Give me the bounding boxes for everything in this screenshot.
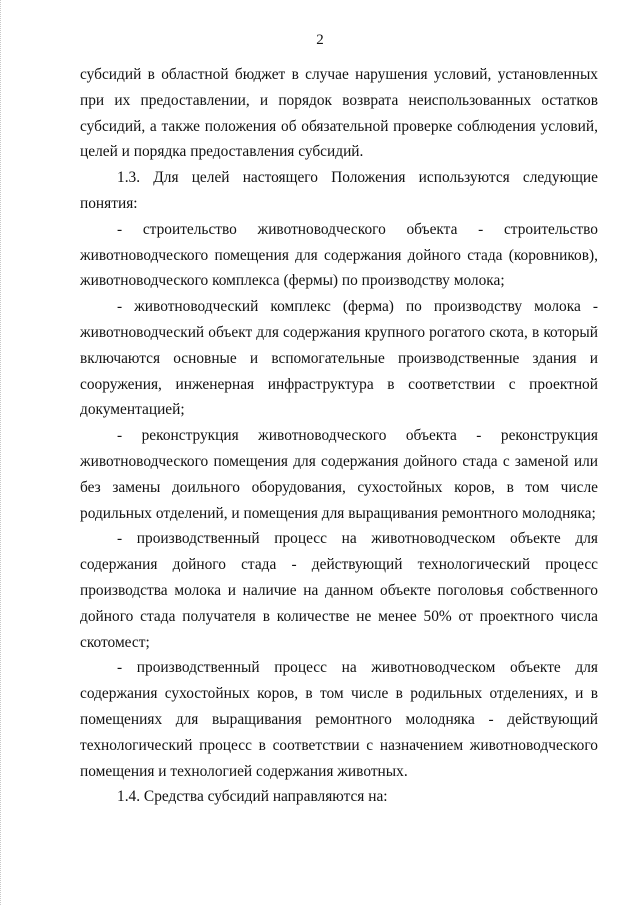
paragraph-1-3: 1.3. Для целей настоящего Положения используются следующие понятия: [80, 169, 598, 212]
paragraph-1-4: 1.4. Средства субсидий направляются на: [117, 788, 388, 806]
definition-construction: - строительство животноводческого объекта - строительство животноводческого помещения для содержания дойного стада (коровников), животноводческого комплекса (фермы) по производству молока; [80, 220, 598, 290]
paragraph-subsidies-return: субсидий в областной бюджет в случае нарушения условий, установленных при их предоставлении, и порядок возврата неиспользованных остатков субсидий, а также положения об обязательной проверке соблюдения условий, целей и порядка предоставления субсидий. [80, 66, 598, 161]
definition-process-dry-cows: - производственный процесс на животноводческом объекте для содержания сухостойных коров, в том числе в родильных отделениях, и в помещениях для выращивания ремонтного молодняка - действующий технологический процесс в соответствии с назначением животноводческого помещения и технологией содержания животных. [80, 659, 598, 780]
scan-edge [0, 0, 5, 905]
definition-livestock-complex: - животноводческий комплекс (ферма) по производству молока - животноводческий объект для содержания крупного рогатого скота, в который включаются основные и вспомогательные производственные здания и сооружения, инженерная инфраструктура в соответствии с проектной документацией; [80, 298, 598, 419]
document-body [80, 62, 598, 810]
definition-process-dairy-herd: - производственный процесс на животноводческом объекте для содержания дойного стада - действующий технологический процесс производства молока и наличие на данном объекте поголовья собственного дойного стада получателя в количестве не менее 50% от проектного числа скотомест; [80, 530, 598, 651]
definition-reconstruction: - реконструкция животноводческого объекта - реконструкция животноводческого помещения для содержания дойного стада с заменой или без замены доильного оборудования, сухостойных коров, в том числе родильных отделений, и помещения для выращивания ремонтного молодняка; [80, 427, 598, 522]
page-number: 2 [316, 32, 324, 48]
